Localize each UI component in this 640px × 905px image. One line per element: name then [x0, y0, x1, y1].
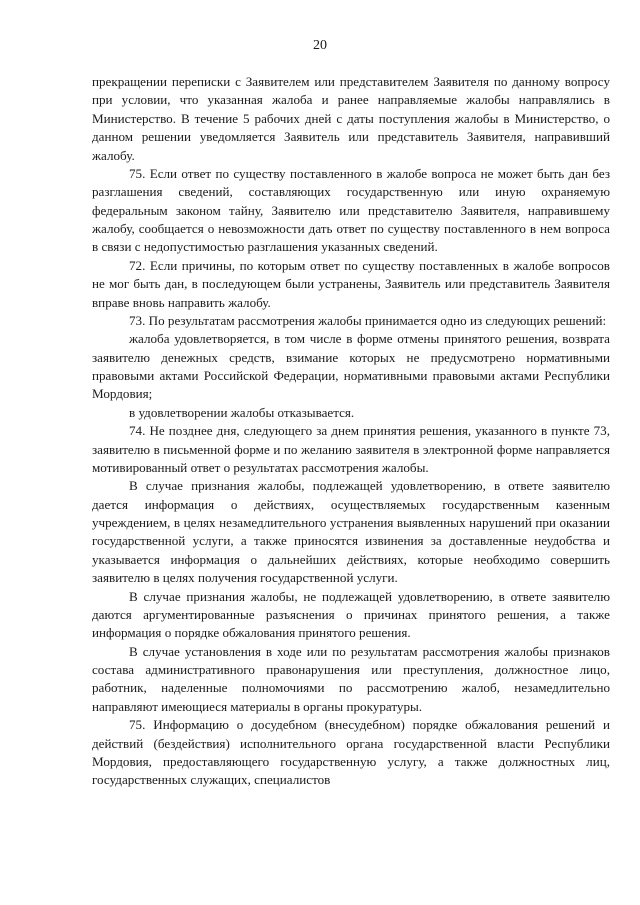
paragraph-75-information: 75. Информацию о досудебном (внесудебном) порядке обжалования решений и действий (бездействия) исполнительного органа государственной власти Республики Мордовия, предоставляющего государственную услугу, а также должностных лиц, государственных служащих, специалистов [92, 717, 610, 788]
paragraph-continuation: прекращении переписки с Заявителем или представителем Заявителя по данному вопросу при условии, что указанная жалоба и ранее направляемые жалобы направлялись в Министерство. В течение 5 рабочих дней с даты поступления жалобы в Министерство, о данном решении уведомляется Заявитель или представитель Заявителя, направивший жалобу. [92, 74, 610, 163]
paragraph-72-resubmission: 72. Если причины, по которым ответ по существу поставленных в жалобе вопросов не мог быть дан, в последующем были устранены, Заявитель или представитель Заявителя вправе вновь направить жалобу. [92, 257, 610, 310]
page-number: 20 [313, 38, 327, 53]
decision-granted: жалоба удовлетворяется, в том числе в форме отмены принятого решения, возврата заявителю денежных средств, взимание которых не предусмотрено нормативными правовыми актами Российской Федерации, нормативными правовыми актами Республики Мордовия; [92, 331, 610, 402]
paragraph-prosecution: В случае установления в ходе или по результатам рассмотрения жалобы признаков состава административного правонарушения или преступления, должностное лицо, работник, наделенные полномочиями по рассмотрению жалоб, незамедлительно направляют имеющиеся материалы в органы прокуратуры. [92, 643, 610, 714]
paragraph-complaint-rejected: В случае признания жалобы, не подлежащей удовлетворению, в ответе заявителю даются аргументированные разъяснения о причинах принятого решения, а также информация о порядке обжалования принятого решения. [92, 588, 610, 641]
decision-refused: в удовлетворении жалобы отказывается. [129, 404, 355, 420]
paragraph-73-decisions: 73. По результатам рассмотрения жалобы принимается одно из следующих решений: [129, 312, 607, 328]
paragraph-74-response: 74. Не позднее дня, следующего за днем принятия решения, указанного в пункте 73, заявителю в письменной форме и по желанию заявителя в электронной форме направляется мотивированный ответ о результатах рассмотрения жалобы. [92, 423, 610, 475]
paragraph-complaint-granted: В случае признания жалобы, подлежащей удовлетворению, в ответе заявителю дается информация о действиях, осуществляемых государственным казенным учреждением, в целях незамедлительного устранения выявленных нарушений при оказании государственной услуги, а также приносятся извинения за доставленные неудобства и указывается информация о дальнейших действиях, которые необходимо совершить заявителю в целях получения государственной услуги. [92, 478, 610, 586]
paragraph-75-state-secret: 75. Если ответ по существу поставленного в жалобе вопроса не может быть дан без разглашения сведений, составляющих государственную или иную охраняемую федеральным законом тайну, Заявителю или представителю Заявителя, направившему жалобу, сообщается о невозможности дать ответ по существу поставленного в нем вопроса в связи с недопустимостью разглашения указанных сведений. [92, 165, 610, 255]
body-text [92, 73, 610, 790]
